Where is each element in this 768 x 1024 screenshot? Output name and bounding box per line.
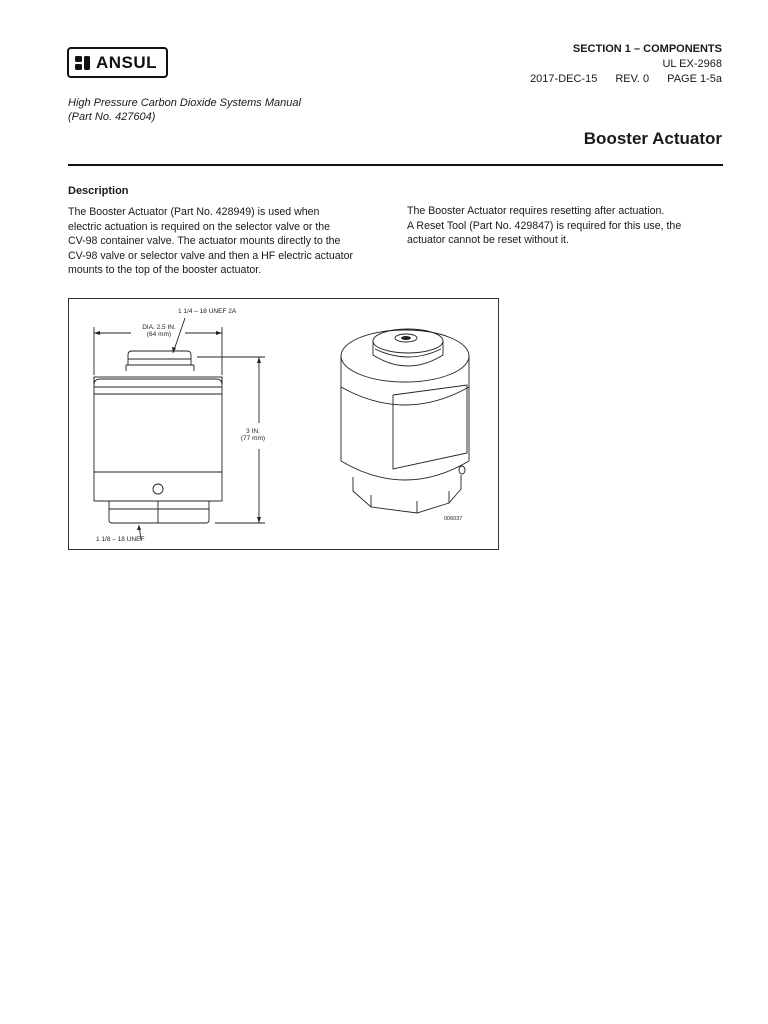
description-column-1 <box>68 205 386 278</box>
manual-title <box>68 96 301 124</box>
text-line: The Booster Actuator requires resetting after actuation. <box>407 205 665 217</box>
manual-title-line1: High Pressure Carbon Dioxide Systems Manual <box>68 97 301 109</box>
revision: REV. 0 <box>615 73 650 85</box>
text-line: actuator cannot be reset without it. <box>407 234 569 247</box>
diameter-value: DIA. 2.5 IN. <box>142 324 176 331</box>
text-line: A Reset Tool (Part No. 429847) is required for this use, the <box>407 219 682 232</box>
ansul-logo-mark <box>73 53 93 73</box>
actuator-drawing <box>69 299 500 551</box>
top-thread-label: 1 1/4 – 18 UNEF 2A <box>178 308 237 315</box>
section-label: SECTION 1 – COMPONENTS <box>572 43 722 55</box>
revision-line <box>530 73 722 85</box>
page-title: Booster Actuator <box>583 129 722 148</box>
text-line: The Booster Actuator (Part No. 428949) is used when <box>68 206 320 218</box>
description-column-2 <box>407 204 727 248</box>
title-rule <box>68 164 723 166</box>
text-line: CV-98 container valve. The actuator mounts directly to the <box>68 235 341 248</box>
height-metric: (77 mm) <box>240 435 266 442</box>
figure-number: 006037 <box>444 516 463 522</box>
text-line: electric actuation is required on the selector valve or the <box>68 220 331 233</box>
text-line: CV-98 valve or selector valve and then a HF electric actuator <box>68 249 353 262</box>
height-value: 3 IN. <box>246 428 260 435</box>
bottom-thread-label: 1 1/8 – 18 UNEF <box>96 536 145 543</box>
text-line: mounts to the top of the booster actuator. <box>68 264 262 277</box>
diameter-label <box>135 324 183 338</box>
date: 2017-DEC-15 <box>530 73 598 85</box>
page-number: PAGE 1-5a <box>667 73 722 85</box>
diameter-metric: (64 mm) <box>146 331 172 338</box>
description-heading: Description <box>68 185 129 197</box>
manual-title-line2: (Part No. 427604) <box>68 111 156 123</box>
logo-text: ANSUL <box>96 52 158 72</box>
ul-number: UL EX-2968 <box>662 58 722 70</box>
height-label <box>233 428 273 442</box>
ansul-logo <box>67 47 168 78</box>
booster-actuator-figure <box>68 298 499 550</box>
